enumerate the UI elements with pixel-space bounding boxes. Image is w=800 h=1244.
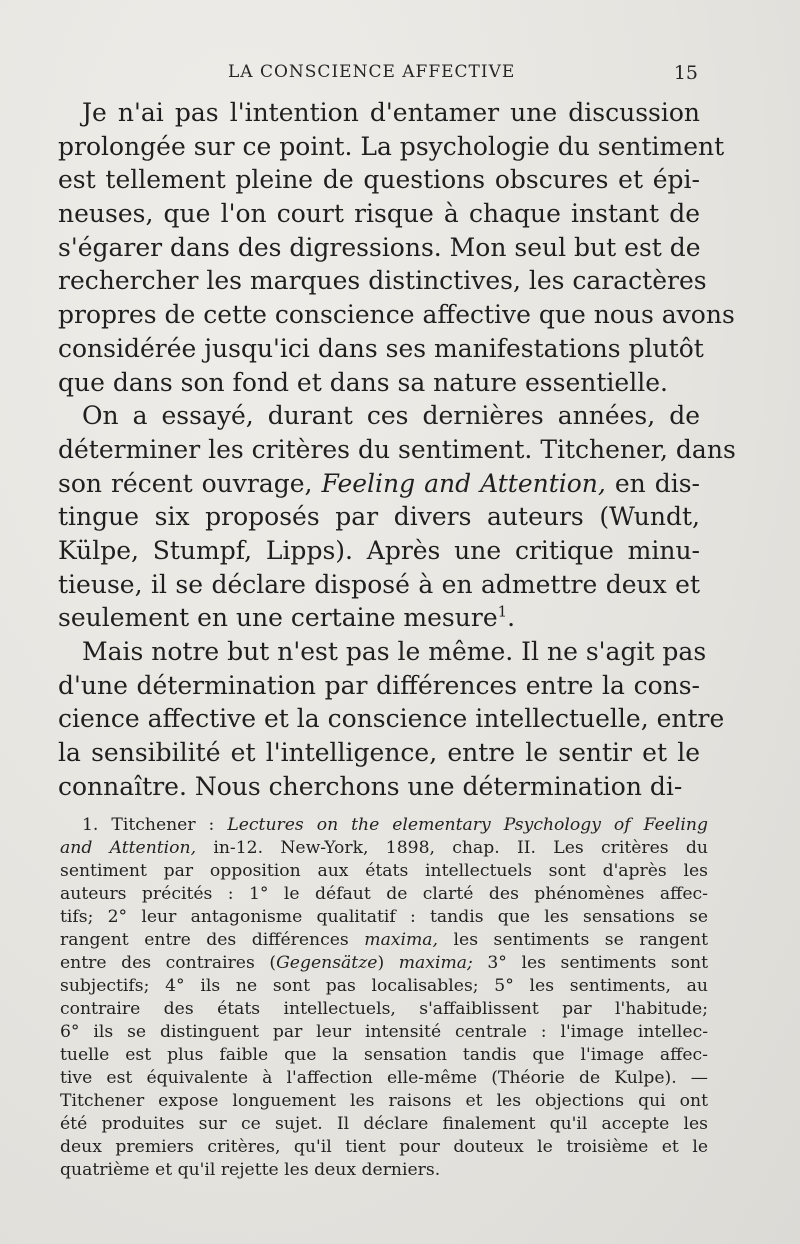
footnote [60,814,708,1182]
footnote-line: été produites sur ce sujet. Il déclare finalement qu'il accepte les [60,1114,708,1134]
line-text: son récent ouvrage, [58,468,322,498]
footnote-marker: 1 [497,602,508,621]
body-line: connaître. Nous cherchons une détermination di- [58,771,683,801]
body-line: s'égarer dans des digressions. Mon seul but est de [58,232,701,262]
line-text: en dis- [605,468,700,498]
italic-text: Gegensätze [276,953,378,973]
body-line: tingue six proposés par divers auteurs (Wundt, [58,502,700,532]
body-line: rechercher les marques distinctives, les caractères [58,266,707,296]
line-text: ) [377,953,399,973]
footnote-line: tifs; 2° leur antagonisme qualitatif : tandis que les sensations se [60,907,708,927]
line-text: les sentiments se rangent [438,930,708,950]
body-line: neuses, que l'on court risque à chaque instant de [58,199,700,229]
body-line: cience affective et la conscience intellectuelle, entre [58,704,725,734]
footnote-line: Titchener expose longuement les raisons et les objections qui ont [60,1091,708,1111]
footnote-line: quatrième et qu'il rejette les deux derniers. [60,1160,441,1180]
line-text: in-12. New-York, 1898, chap. II. Les critères du [196,838,708,858]
footnote-line: tive est équivalente à l'affection elle-même (Théorie de Kulpe). — [60,1068,708,1088]
body-line [58,467,700,501]
body-line [58,601,700,635]
page-number: 15 [673,62,698,84]
footnote-line: subjectifs; 4° ils ne sont pas localisables; 5° les sentiments, au [60,976,708,996]
line-text: 3° les sentiments sont [472,953,708,973]
line-text: entre des contraires ( [60,953,277,973]
body-line: que dans son fond et dans sa nature essentielle. [58,367,668,397]
footnote-line [60,952,708,975]
body-line: d'une détermination par différences entre la cons- [58,670,700,700]
body-line: Mais notre but n'est pas le même. Il ne s'agit pas [82,637,707,666]
body-text [58,96,736,803]
italic-text: Feeling and Attention, [321,468,606,498]
body-line: est tellement pleine de questions obscures et épi- [58,165,700,195]
italic-text: and Attention, [60,838,197,858]
running-title: LA CONSCIENCE AFFECTIVE [228,62,516,82]
body-line: prolongée sur ce point. La psychologie du sentiment [58,131,725,161]
body-line: On a essayé, durant ces dernières années, de [82,401,700,431]
body-line: tieuse, il se déclare disposé à en admettre deux et [58,569,700,599]
footnote-line: deux premiers critères, qu'il tient pour douteux le troisième et le [60,1137,708,1157]
line-text: seulement en une certaine mesure [58,603,498,633]
footnote-line [60,929,708,952]
line-text: . [507,603,516,633]
footnote-line: contraire des états intellectuels, s'affaiblissent par l'habitude; [60,999,708,1019]
body-line: la sensibilité et l'intelligence, entre le sentir et le [58,738,700,768]
footnote-line: auteurs précités : 1° le défaut de clarté des phénomènes affec- [60,884,708,904]
body-line: Külpe, Stumpf, Lipps). Après une critique minu- [58,535,700,565]
body-line: Je n'ai pas l'intention d'entamer une discussion [82,98,700,127]
line-text: 1. Titchener : [82,815,228,835]
italic-text: maxima; [398,953,473,973]
body-line: déterminer les critères du sentiment. Titchener, dans [58,434,736,464]
running-head [56,62,696,86]
italic-text: maxima, [364,930,439,950]
footnote-line [60,814,708,837]
footnote-line: sentiment par opposition aux états intellectuels sont d'après les [60,861,708,881]
line-text: rangent entre des différences [60,930,365,950]
footnote-line: 6° ils se distinguent par leur intensité centrale : l'image intellec- [60,1022,708,1042]
footnote-line: tuelle est plus faible que la sensation tandis que l'image affec- [60,1045,708,1065]
body-line: considérée jusqu'ici dans ses manifestations plutôt [58,333,704,363]
italic-text: Lectures on the elementary Psychology of Feeling [227,815,708,835]
footnote-line [60,837,708,860]
body-line: propres de cette conscience affective que nous avons [58,300,735,330]
